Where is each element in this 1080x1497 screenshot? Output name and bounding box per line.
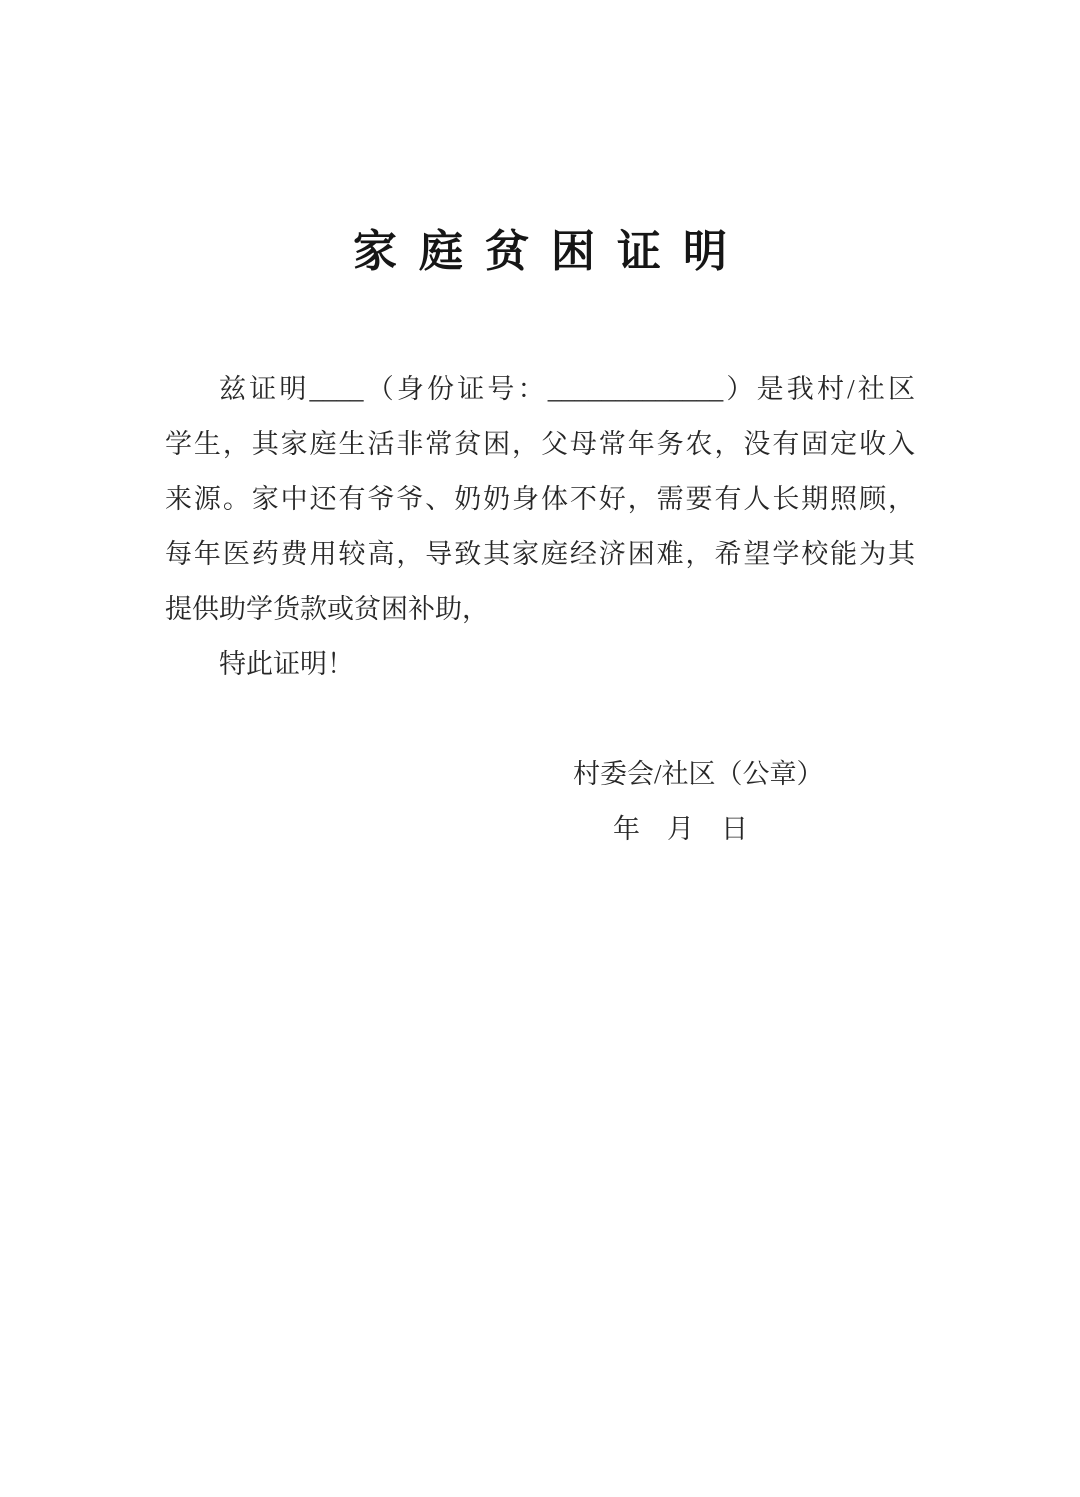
signature-issuer: 村委会/社区（公章） [573, 759, 824, 789]
body-line: 学生，其家庭生活非常贫困，父母常年务农，没有固定收入 [165, 429, 915, 459]
body-line: 提供助学货款或贫困补助， [165, 594, 489, 624]
document-title: 家庭贫困证明 [353, 227, 749, 276]
body-line-intro: 兹证明____（身份证号：_____________）是我村/社区 [219, 374, 915, 404]
closing-statement: 特此证明！ [219, 649, 354, 679]
body-line: 来源。家中还有爷爷、奶奶身体不好，需要有人长期照顾， [165, 484, 915, 514]
body-line: 每年医药费用较高，导致其家庭经济困难，希望学校能为其 [165, 539, 915, 569]
document-body [165, 362, 915, 857]
signature-date: 年 月 日 [613, 814, 748, 844]
